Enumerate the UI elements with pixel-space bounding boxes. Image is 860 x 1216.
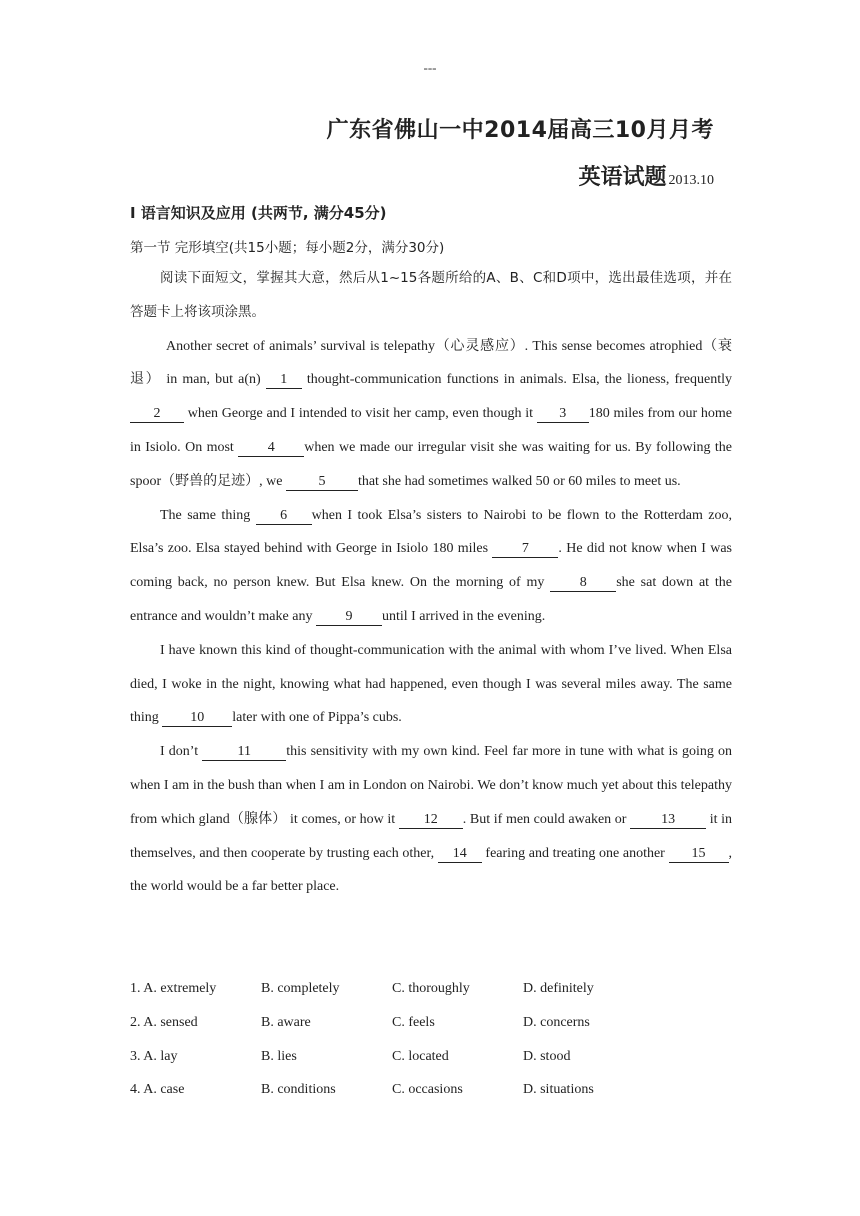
blank-13: 13 — [630, 811, 706, 829]
exam-subtitle — [578, 160, 714, 191]
blank-12: 12 — [399, 811, 463, 829]
option-2d: D. concerns — [523, 1014, 590, 1030]
option-1d: D. definitely — [523, 981, 594, 996]
option-1b: B. completely — [261, 981, 340, 996]
cloze-body — [130, 262, 732, 904]
option-row-4 — [130, 1076, 654, 1110]
option-2b: B. aware — [261, 1014, 311, 1030]
blank-14: 14 — [438, 845, 482, 863]
option-row-1 — [130, 975, 654, 1009]
blank-9: 9 — [316, 608, 382, 626]
blank-5: 5 — [286, 473, 358, 491]
paragraph-2: The same thing 6 when I took Elsa’s sisters to Nairobi to be flown to the Rotterdam zoo, Elsa’s zoo. Elsa stayed behind with George in Isiolo 180 miles 7 . He did not know when I was coming back, no person knew. But Elsa knew. On the morning of my 8 she sat down at the entrance and wouldn’t make any 9 until I arrived in the evening. — [130, 507, 732, 624]
section-heading: I 语言知识及应用 (共两节, 满分45分) — [130, 204, 387, 222]
blank-11: 11 — [202, 743, 286, 761]
header-marker: --- — [423, 60, 437, 75]
blank-15: 15 — [669, 845, 729, 863]
blank-10: 10 — [162, 709, 232, 727]
blank-1: 1 — [266, 371, 302, 389]
subject-title: 英语试题 — [578, 165, 667, 190]
option-2a: 2. A. sensed — [130, 1014, 198, 1030]
option-1a: 1. A. extremely — [130, 981, 217, 996]
blank-7: 7 — [492, 540, 558, 558]
option-row-2 — [130, 1009, 654, 1043]
option-row-3 — [130, 1043, 654, 1077]
option-3c: C. located — [392, 1048, 449, 1064]
option-4c: C. occasions — [392, 1082, 463, 1098]
blank-3: 3 — [537, 405, 589, 423]
blank-2: 2 — [130, 405, 184, 423]
paragraph-4: I don’t 11 this sensitivity with my own kind. Feel far more in tune with what is going on when I am in the bush than when I am in London on Nairobi. We don’t know much yet about this telepathy from which gland（腺体） it comes, or how it 12 . But if men could awaken or 13 it in themselves, and then cooperate by trusting each other, 14 fearing and treating one another 15 , the world would be a far better place. — [130, 744, 733, 895]
paragraph-1: Another secret of animals’ survival is telepathy（心灵感应）. This sense becomes atrophied（衰退） in man, but a(n) 1 thought-communication functions in animals. Elsa, the lioness, frequently 2 when George and I intended to visit her camp, even though it 3 180 miles from our home in Isiolo. On most 4 when we made our irregular visit she was waiting for us. By following the spoor（野兽的足迹）, we 5 that she had sometimes walked 50 or 60 miles to meet us. — [130, 338, 732, 489]
instructions: 阅读下面短文，掌握其大意，然后从1~15各题所给的A、B、C和D项中，选出最佳选项，并在答题卡上将该项涂黑。 — [130, 270, 732, 320]
blank-8: 8 — [550, 574, 616, 592]
paragraph-3: I have known this kind of thought-communication with the animal with whom I’ve lived. When Elsa died, I woke in the night, knowing what had happened, even though I was several miles away. The same thing 10 later with one of Pippa’s cubs. — [130, 642, 732, 726]
blank-4: 4 — [238, 439, 304, 457]
option-4a: 4. A. case — [130, 1082, 185, 1098]
option-1c: C. thoroughly — [392, 981, 470, 996]
subsection-heading: 第一节 完形填空(共15小题；每小题2分，满分30分) — [130, 240, 445, 256]
answer-options — [130, 975, 654, 1110]
blank-6: 6 — [256, 507, 312, 525]
option-4d: D. situations — [523, 1082, 594, 1098]
exam-title: 广东省佛山一中2014届高三10月月考 — [326, 118, 714, 143]
option-3b: B. lies — [261, 1048, 297, 1064]
option-2c: C. feels — [392, 1014, 435, 1030]
option-4b: B. conditions — [261, 1082, 336, 1098]
option-3a: 3. A. lay — [130, 1048, 178, 1064]
exam-date: 2013.10 — [668, 173, 714, 188]
option-3d: D. stood — [523, 1048, 571, 1064]
